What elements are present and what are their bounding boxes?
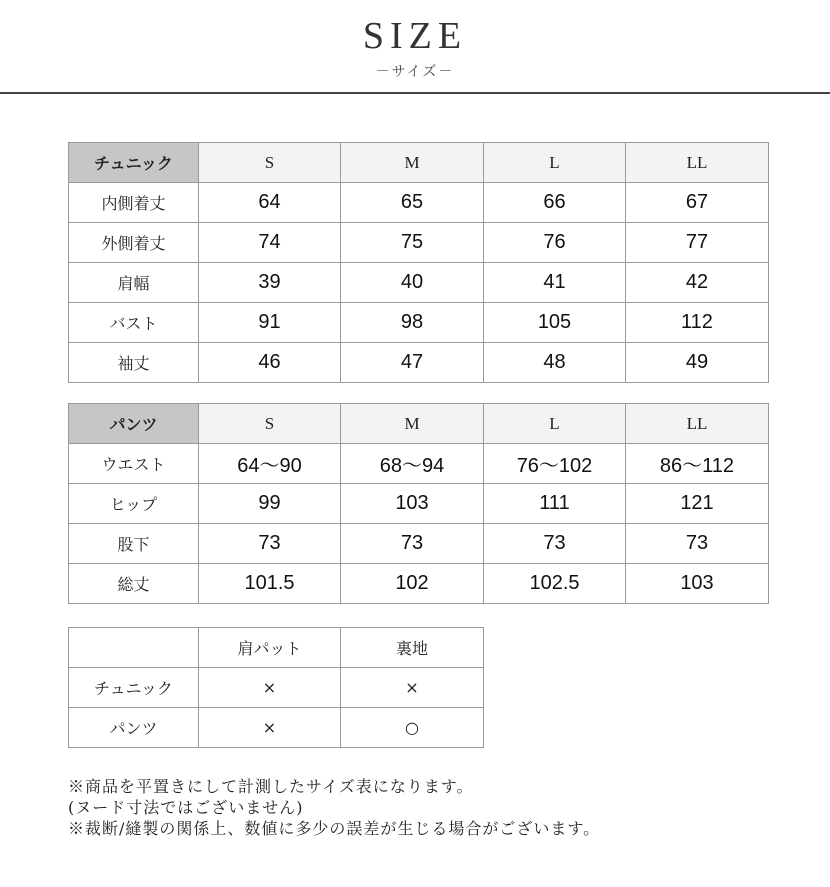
table-header-row xyxy=(69,628,484,668)
table-cell: ○ xyxy=(341,708,484,748)
table-cell: 98 xyxy=(341,303,484,343)
table-cell: 49 xyxy=(626,343,769,383)
page-subtitle: －サイズ－ xyxy=(375,64,455,80)
table-cell: 66 xyxy=(484,183,626,223)
table-row xyxy=(69,484,769,524)
note-line: ※裁断/縫製の関係上、数値に多少の誤差が生じる場合がございます。 xyxy=(68,819,601,838)
table-row xyxy=(69,343,769,383)
table-cell: 65 xyxy=(341,183,484,223)
note-line: ※商品を平置きにして計測したサイズ表になります。 xyxy=(68,777,474,796)
table-cell: 64～90 xyxy=(199,444,341,484)
row-label: チュニック xyxy=(69,668,199,708)
table-cell: 42 xyxy=(626,263,769,303)
size-header-m: M xyxy=(341,404,484,444)
table-cell: 99 xyxy=(199,484,341,524)
table-cell: 102.5 xyxy=(484,564,626,604)
table-cell: 40 xyxy=(341,263,484,303)
table-cell: 76 xyxy=(484,223,626,263)
table-row xyxy=(69,183,769,223)
table-row xyxy=(69,708,484,748)
column-header-shoulder-pad: 肩パット xyxy=(199,628,341,668)
table-cell: 73 xyxy=(199,524,341,564)
table-cell: × xyxy=(199,668,341,708)
table-cell: 103 xyxy=(626,564,769,604)
notes xyxy=(68,776,808,839)
row-label: 外側着丈 xyxy=(69,223,199,263)
row-label: 股下 xyxy=(69,524,199,564)
table-cell: 105 xyxy=(484,303,626,343)
row-label: ヒップ xyxy=(69,484,199,524)
table-cell: 75 xyxy=(341,223,484,263)
table-cell: 47 xyxy=(341,343,484,383)
table-cell: 112 xyxy=(626,303,769,343)
features-corner xyxy=(69,628,199,668)
size-header-ll: LL xyxy=(626,404,769,444)
table-cell: 102 xyxy=(341,564,484,604)
row-label: 袖丈 xyxy=(69,343,199,383)
table-header-row xyxy=(69,143,769,183)
table-cell: 101.5 xyxy=(199,564,341,604)
table-cell: 48 xyxy=(484,343,626,383)
page-title: SIZE xyxy=(362,15,468,57)
table-row xyxy=(69,444,769,484)
table-cell: 73 xyxy=(626,524,769,564)
row-label: パンツ xyxy=(69,708,199,748)
table-cell: 103 xyxy=(341,484,484,524)
table-cell: × xyxy=(199,708,341,748)
table-cell: 67 xyxy=(626,183,769,223)
page-header xyxy=(0,0,830,94)
table-row xyxy=(69,223,769,263)
table-cell: 64 xyxy=(199,183,341,223)
table-cell: 41 xyxy=(484,263,626,303)
tunic-corner-label: チュニック xyxy=(69,143,199,183)
size-header-l: L xyxy=(484,404,626,444)
table-cell: 76～102 xyxy=(484,444,626,484)
size-header-m: M xyxy=(341,143,484,183)
table-cell: 73 xyxy=(484,524,626,564)
table-row xyxy=(69,303,769,343)
table-row xyxy=(69,668,484,708)
table-cell: × xyxy=(341,668,484,708)
table-cell: 74 xyxy=(199,223,341,263)
table-row xyxy=(69,263,769,303)
pants-size-table xyxy=(68,403,769,604)
row-label: 肩幅 xyxy=(69,263,199,303)
size-header-s: S xyxy=(199,404,341,444)
table-cell: 86～112 xyxy=(626,444,769,484)
table-cell: 73 xyxy=(341,524,484,564)
size-header-s: S xyxy=(199,143,341,183)
tunic-size-table xyxy=(68,142,769,383)
table-cell: 91 xyxy=(199,303,341,343)
table-cell: 68～94 xyxy=(341,444,484,484)
row-label: ウエスト xyxy=(69,444,199,484)
note-line: (ヌード寸法ではございません) xyxy=(68,798,304,817)
table-row xyxy=(69,564,769,604)
size-header-ll: LL xyxy=(626,143,769,183)
pants-corner-label: パンツ xyxy=(69,404,199,444)
table-header-row xyxy=(69,404,769,444)
features-table xyxy=(68,627,484,748)
table-cell: 46 xyxy=(199,343,341,383)
column-header-lining: 裏地 xyxy=(341,628,484,668)
table-row xyxy=(69,524,769,564)
row-label: 総丈 xyxy=(69,564,199,604)
row-label: 内側着丈 xyxy=(69,183,199,223)
table-cell: 121 xyxy=(626,484,769,524)
table-cell: 111 xyxy=(484,484,626,524)
size-header-l: L xyxy=(484,143,626,183)
table-cell: 77 xyxy=(626,223,769,263)
header-divider xyxy=(0,92,830,94)
row-label: バスト xyxy=(69,303,199,343)
table-cell: 39 xyxy=(199,263,341,303)
